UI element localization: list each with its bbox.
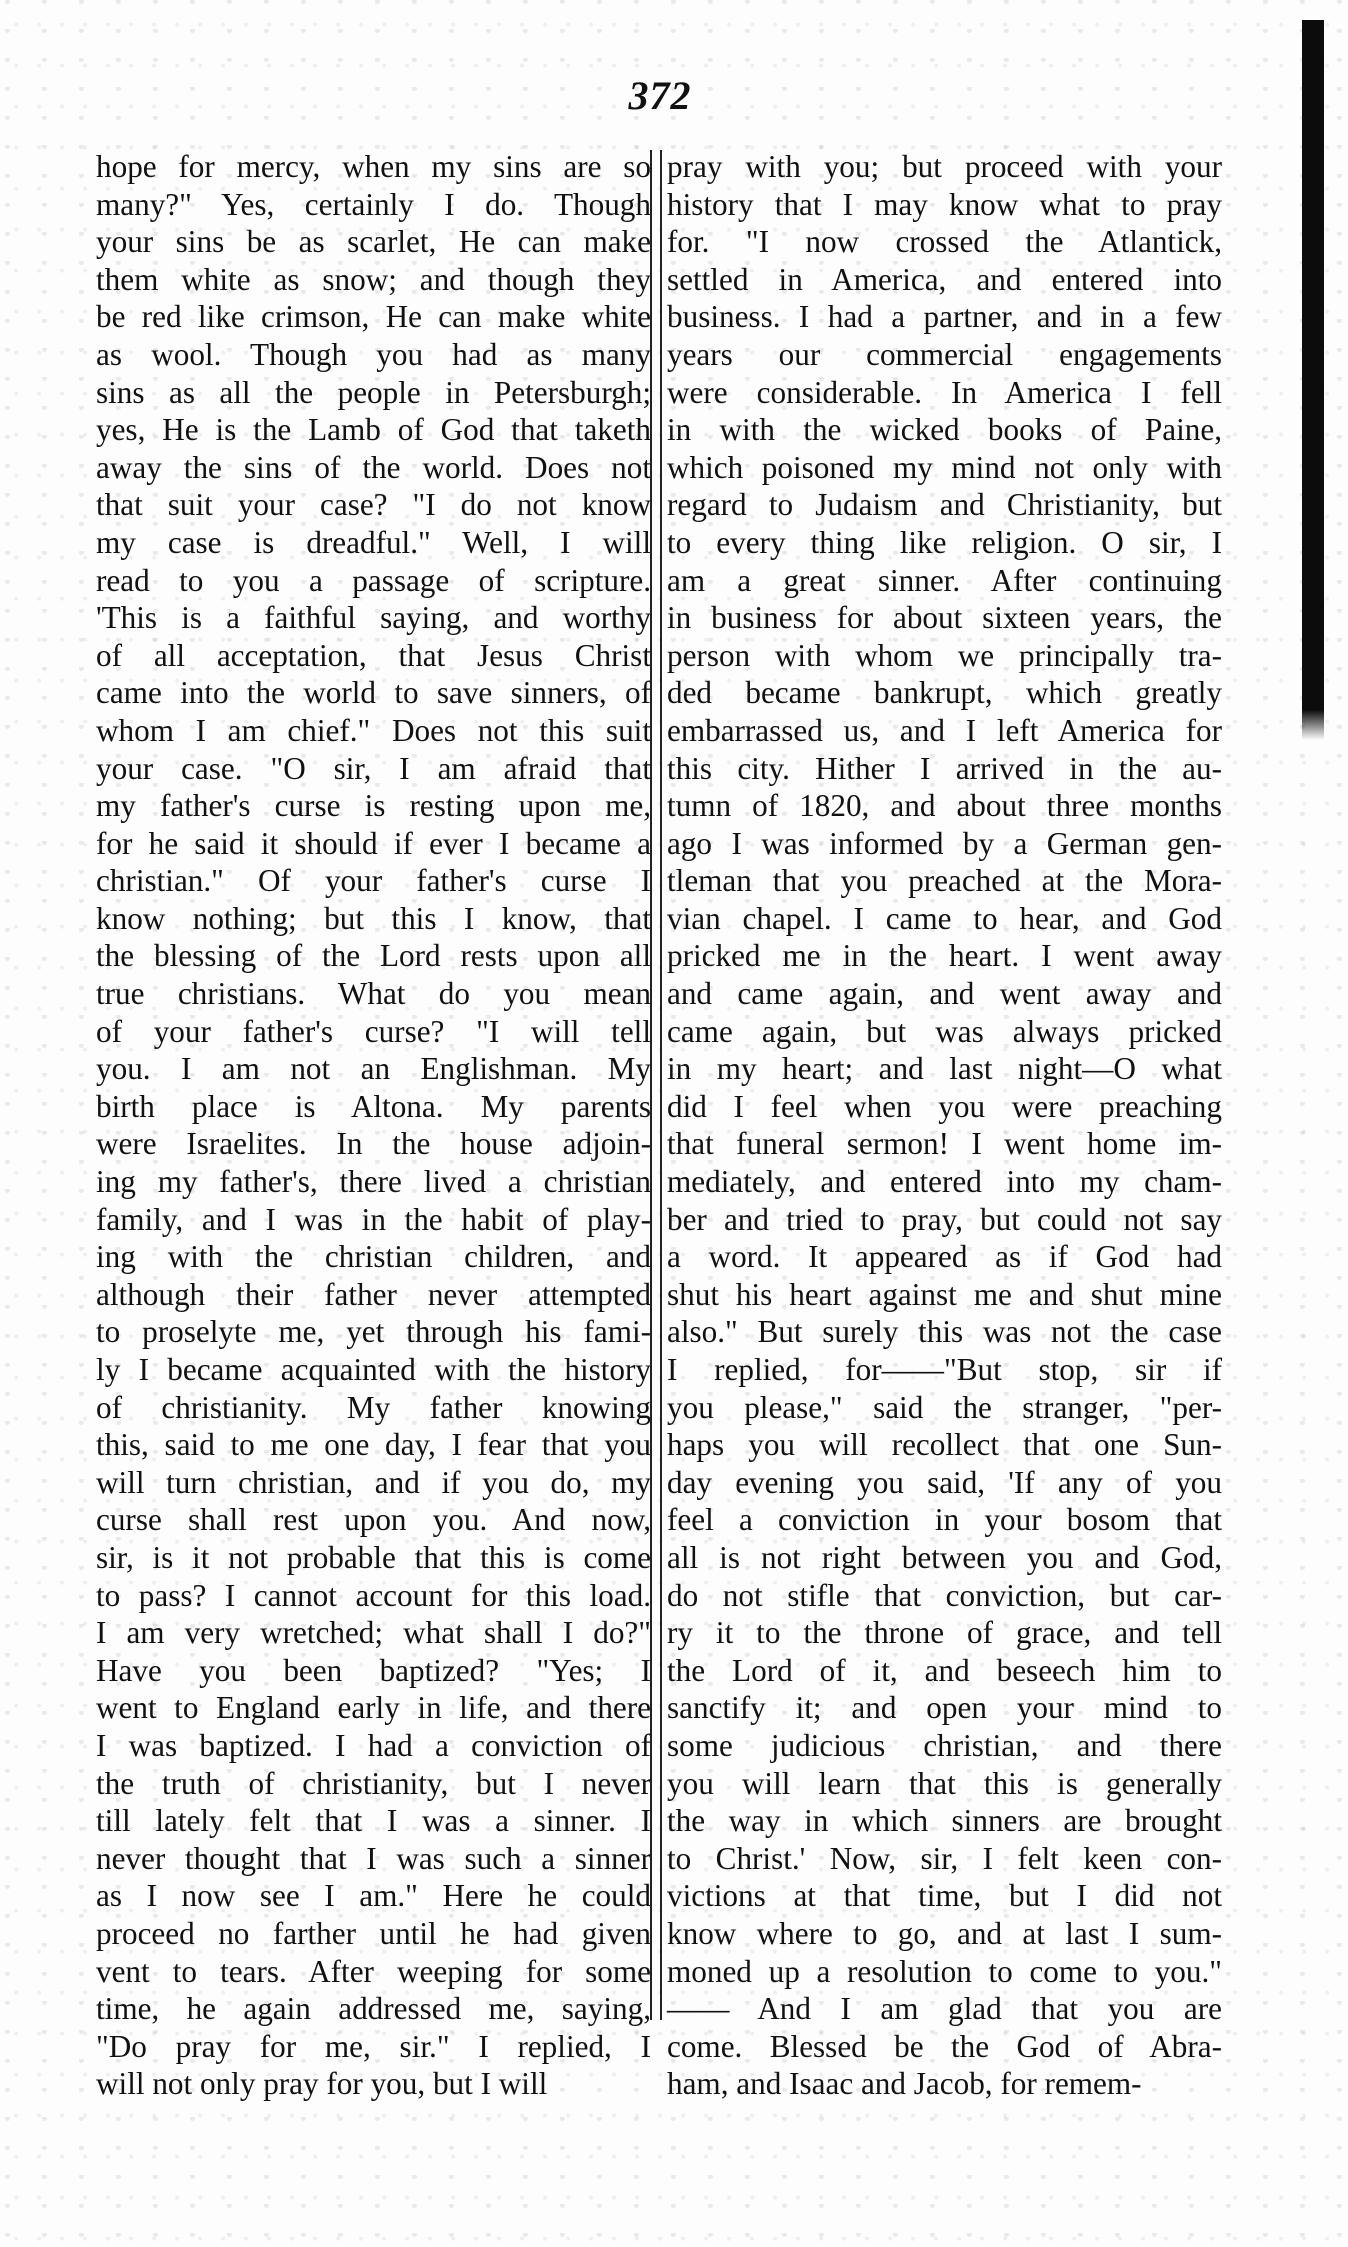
text-line: to Christ.' Now, sir, I felt keen con- [667, 1840, 1222, 1876]
text-line: came into the world to save sinners, of [96, 675, 651, 711]
text-line: feel a conviction in your bosom that [667, 1502, 1222, 1538]
text-line: the way in which sinners are brought [667, 1803, 1222, 1839]
text-line: do not stifle that conviction, but car- [667, 1577, 1222, 1613]
text-line: as I now see I am." Here he could [96, 1878, 651, 1914]
text-line: pray with you; but proceed with your [667, 149, 1222, 184]
text-line: hope for mercy, when my sins are so [96, 149, 651, 184]
page-number: 372 [628, 73, 692, 118]
text-line: mediately, and entered into my cham- [667, 1164, 1222, 1200]
text-line: Have you been baptized? "Yes; I [96, 1652, 651, 1688]
text-line: curse shall rest upon you. And now, [96, 1502, 651, 1538]
text-line: which poisoned my mind not only with [667, 449, 1222, 485]
text-line: shut his heart against me and shut mine [667, 1276, 1222, 1312]
text-line: tleman that you preached at the Mora- [667, 863, 1222, 899]
text-line: ded became bankrupt, which greatly [667, 675, 1222, 711]
text-line: this, said to me one day, I fear that you [96, 1427, 651, 1463]
text-line: away the sins of the world. Does not [96, 449, 651, 485]
binding-edge-shadow [1302, 20, 1324, 710]
text-line: you please," said the stranger, "per- [667, 1389, 1222, 1425]
text-line: I am very wretched; what shall I do?" [96, 1615, 651, 1651]
text-line: of all acceptation, that Jesus Christ [96, 637, 651, 673]
text-line: of christianity. My father knowing [96, 1389, 651, 1425]
text-line: am a great sinner. After continuing [667, 562, 1222, 598]
text-line: whom I am chief." Does not this suit [96, 712, 651, 748]
text-line: ing with the christian children, and [96, 1239, 651, 1275]
text-line: moned up a resolution to come to you." [667, 1953, 1222, 1989]
text-line: sanctify it; and open your mind to [667, 1690, 1222, 1726]
text-line: 'This is a faithful saying, and worthy [96, 600, 651, 636]
text-line: to proselyte me, yet through his fami- [96, 1314, 651, 1350]
text-line: were Israelites. In the house adjoin- [96, 1126, 651, 1162]
text-line: vian chapel. I came to hear, and God [667, 900, 1222, 936]
text-line: regard to Judaism and Christianity, but [667, 487, 1222, 523]
text-line: sir, is it not probable that this is come [96, 1539, 651, 1575]
text-line: to every thing like religion. O sir, I [667, 524, 1222, 560]
text-line: years our commercial engagements [667, 336, 1222, 372]
text-line: settled in America, and entered into [667, 261, 1222, 297]
text-line: although their father never attempted [96, 1276, 651, 1312]
text-line: ry it to the throne of grace, and tell [667, 1615, 1222, 1651]
text-line: day evening you said, 'If any of you [667, 1464, 1222, 1500]
text-line: tumn of 1820, and about three months [667, 788, 1222, 824]
text-line: a word. It appeared as if God had [667, 1239, 1222, 1275]
text-line: vent to tears. After weeping for some [96, 1953, 651, 1989]
text-line: them white as snow; and though they [96, 261, 651, 297]
text-line: come. Blessed be the God of Abra- [667, 2028, 1222, 2064]
text-line: your case. "O sir, I am afraid that [96, 750, 651, 786]
text-line: to pass? I cannot account for this load. [96, 1577, 651, 1613]
text-line: ing my father's, there lived a christian [96, 1164, 651, 1200]
text-line: were considerable. In America I fell [667, 374, 1222, 410]
text-line: embarrassed us, and I left America for [667, 712, 1222, 748]
text-line: family, and I was in the habit of play- [96, 1201, 651, 1237]
text-line: in business for about sixteen years, the [667, 600, 1222, 636]
text-line: I replied, for——"But stop, sir if [667, 1352, 1222, 1387]
text-line: know where to go, and at last I sum- [667, 1915, 1222, 1951]
text-line: never thought that I was such a sinner [96, 1840, 651, 1876]
text-line: you will learn that this is generally [667, 1765, 1222, 1801]
text-line: victions at that time, but I did not [667, 1878, 1222, 1914]
text-line: birth place is Altona. My parents [96, 1088, 651, 1124]
left-text-column [96, 148, 651, 2103]
text-line: came again, but was always pricked [667, 1013, 1222, 1049]
text-line: in with the wicked books of Paine, [667, 412, 1222, 448]
text-line: —— And I am glad that you are [667, 1991, 1222, 2027]
text-line: proceed no farther until he had given [96, 1915, 651, 1951]
text-line: know nothing; but this I know, that [96, 900, 651, 936]
text-line: christian." Of your father's curse I [96, 863, 651, 899]
text-line: in my heart; and last night—O what [667, 1051, 1222, 1087]
right-text-column [667, 148, 1222, 2103]
text-line: that suit your case? "I do not know [96, 487, 651, 523]
text-line: all is not right between you and God, [667, 1539, 1222, 1575]
text-line: this city. Hither I arrived in the au- [667, 750, 1222, 786]
text-line: read to you a passage of scripture. [96, 562, 651, 598]
text-line: my case is dreadful." Well, I will [96, 524, 651, 560]
text-line: that funeral sermon! I went home im- [667, 1126, 1222, 1162]
text-line: did I feel when you were preaching [667, 1088, 1222, 1124]
text-line: haps you will recollect that one Sun- [667, 1427, 1222, 1463]
text-line: history that I may know what to pray [667, 186, 1222, 222]
text-line: some judicious christian, and there [667, 1727, 1222, 1763]
text-line: many?" Yes, certainly I do. Though [96, 186, 651, 222]
text-line: will turn christian, and if you do, my [96, 1464, 651, 1500]
text-line: went to England early in life, and there [96, 1690, 651, 1726]
text-line: as wool. Though you had as many [96, 336, 651, 372]
text-line: ham, and Isaac and Jacob, for remem- [667, 2066, 1142, 2102]
text-line: pricked me in the heart. I went away [667, 938, 1222, 974]
text-line: will not only pray for you, but I will [96, 2066, 548, 2102]
text-line: the blessing of the Lord rests upon all [96, 938, 651, 974]
text-line: for he said it should if ever I became a [96, 825, 651, 861]
text-line: your sins be as scarlet, He can make [96, 224, 651, 260]
text-line: of your father's curse? "I will tell [96, 1013, 651, 1049]
text-line: yes, He is the Lamb of God that taketh [96, 412, 651, 448]
text-line: the Lord of it, and beseech him to [667, 1652, 1222, 1688]
text-line: till lately felt that I was a sinner. I [96, 1803, 651, 1839]
text-line: ber and tried to pray, but could not say [667, 1201, 1222, 1237]
text-line: be red like crimson, He can make white [96, 299, 651, 335]
text-line: person with whom we principally tra- [667, 637, 1222, 673]
text-line: my father's curse is resting upon me, [96, 788, 651, 824]
text-line: also." But surely this was not the case [667, 1314, 1222, 1350]
text-line: business. I had a partner, and in a few [667, 299, 1222, 335]
text-line: "Do pray for me, sir." I replied, I [96, 2028, 651, 2064]
column-divider [650, 150, 662, 2020]
text-line: you. I am not an Englishman. My [96, 1051, 651, 1087]
text-line: time, he again addressed me, saying, [96, 1991, 651, 2027]
text-line: ly I became acquainted with the history [96, 1352, 651, 1387]
text-line: the truth of christianity, but I never [96, 1765, 651, 1801]
text-line: true christians. What do you mean [96, 976, 651, 1012]
text-line: for. "I now crossed the Atlantick, [667, 224, 1222, 260]
text-line: and came again, and went away and [667, 976, 1222, 1012]
text-line: I was baptized. I had a conviction of [96, 1727, 651, 1763]
text-line: sins as all the people in Petersburgh; [96, 374, 651, 410]
text-line: ago I was informed by a German gen- [667, 825, 1222, 861]
